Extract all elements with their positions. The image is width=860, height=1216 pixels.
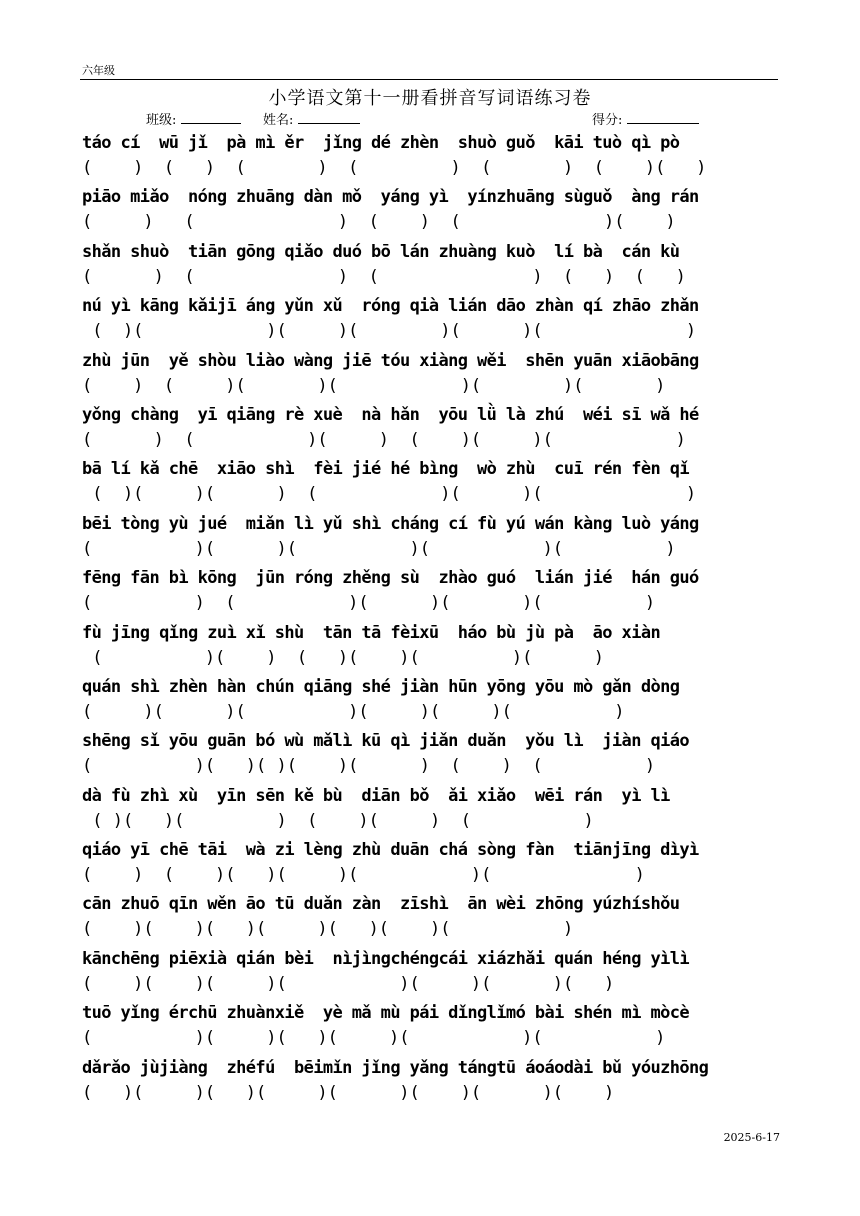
pinyin-line: yǒng chàng yī qiāng rè xuè nà hǎn yōu lǜ là zhú wéi sī wǎ hé	[82, 404, 699, 425]
score-field	[592, 109, 699, 128]
exercise-row	[82, 565, 782, 619]
exercise-list	[82, 130, 782, 1109]
name-field	[263, 109, 360, 128]
exercise-row	[82, 946, 782, 1000]
exercise-row	[82, 837, 782, 891]
answer-blanks: ( )( )( )( )( )( )( )( )	[82, 1082, 615, 1103]
exercise-row	[82, 1055, 782, 1109]
answer-blanks: ( )( )( )( )( )( )( )	[82, 973, 615, 994]
exercise-row	[82, 348, 782, 402]
pinyin-line: dà fù zhì xù yīn sēn kě bù diān bǒ ǎi xiǎo wēi rán yì lì	[82, 785, 670, 806]
answer-blanks: ( )( ) ( )( )( )( )	[82, 647, 604, 668]
grade-label: 六年级	[82, 64, 115, 77]
answer-blanks: ( )( )( )( )( )	[82, 538, 676, 559]
exercise-row	[82, 1000, 782, 1054]
pinyin-line: shēng sǐ yōu guān bó wù mǎlì kū qì jiǎn duǎn yǒu lì jiàn qiáo	[82, 731, 689, 752]
exercise-row	[82, 184, 782, 238]
pinyin-line: táo cí wū jǐ pà mì ěr jǐng dé zhèn shuò guǒ kāi tuò qì pò	[82, 133, 680, 153]
answer-blanks: ( )( )( )( )( )( )( )	[82, 919, 574, 940]
score-label: 得分:	[592, 113, 623, 128]
pinyin-line: kānchēng piēxià qián bèi nìjìngchéngcái xiázhǎi quán héng yìlì	[82, 948, 689, 969]
answer-blanks: ( ) ( )( )( )( )( )	[82, 375, 666, 396]
exercise-row	[82, 783, 782, 837]
answer-blanks: ( ) ( ) ( ) ( ) ( )	[82, 266, 686, 287]
pinyin-line: fù jīng qǐng zuì xǐ shù tān tā fèixū háo bù jù pà āo xiàn	[82, 622, 661, 643]
exercise-row	[82, 511, 782, 565]
pinyin-line: dǎrǎo jùjiàng zhéfú bēimǐn jǐng yǎng tángtū áoáodài bǔ yóuzhōng	[82, 1057, 709, 1078]
header-divider	[80, 79, 778, 80]
exercise-row	[82, 891, 782, 945]
exercise-row	[82, 130, 782, 184]
pinyin-line: qiáo yī chē tāi wà zi lèng zhù duān chá sòng fàn tiānjīng dìyì	[82, 840, 699, 861]
pinyin-line: zhù jūn yě shòu liào wàng jiē tóu xiàng wěi shēn yuān xiāobāng	[82, 350, 699, 371]
footer-date: 2025-6-17	[723, 1131, 780, 1144]
name-label: 姓名:	[263, 113, 294, 128]
answer-blanks: ( )( )( )( )( )( )	[82, 321, 697, 342]
exercise-row	[82, 293, 782, 347]
answer-blanks: ( ) ( )( ) ( )( )( )	[82, 429, 686, 450]
pinyin-line: shǎn shuò tiān gōng qiǎo duó bō lán zhuàng kuò lí bà cán kù	[82, 241, 680, 262]
pinyin-line: bēi tòng yù jué miǎn lì yǔ shì cháng cí fù yú wán kàng luò yáng	[82, 513, 699, 534]
answer-blanks: ( )( )( )( )( )( )	[82, 701, 625, 722]
page-title: 小学语文第十一册看拼音写词语练习卷	[268, 88, 592, 109]
exercise-row	[82, 402, 782, 456]
score-blank	[627, 111, 699, 124]
pinyin-line: cān zhuō qīn wěn āo tū duǎn zàn zīshì ān wèi zhōng yúzhíshǒu	[82, 894, 680, 915]
answer-blanks: ( ) ( )( )( )( )( )	[82, 865, 645, 886]
answer-blanks: ( )( )( ) ( )( ) ( )	[82, 810, 594, 831]
pinyin-line: nú yì kāng kǎijī áng yǔn xǔ róng qià lián dāo zhàn qí zhāo zhǎn	[82, 296, 699, 317]
answer-blanks: ( )( )( )( )( ) ( ) ( )	[82, 756, 656, 777]
class-field	[146, 109, 241, 128]
exercise-row	[82, 620, 782, 674]
exercise-row	[82, 456, 782, 510]
exercise-row	[82, 674, 782, 728]
pinyin-line: fēng fān bì kōng jūn róng zhěng sù zhào guó lián jié hán guó	[82, 568, 699, 589]
exercise-row	[82, 728, 782, 782]
exercise-row	[82, 239, 782, 293]
answer-blanks: ( )( )( ) ( )( )( )	[82, 484, 697, 505]
answer-blanks: ( ) ( ) ( ) ( )( )	[82, 212, 676, 233]
class-blank	[181, 111, 241, 124]
pinyin-line: quán shì zhèn hàn chún qiāng shé jiàn hūn yōng yōu mò gǎn dòng	[82, 676, 680, 697]
answer-blanks: ( )( )( )( )( )( )	[82, 1028, 666, 1049]
answer-blanks: ( ) ( ) ( ) ( ) ( ) ( )( )	[82, 158, 707, 178]
name-blank	[298, 111, 360, 124]
pinyin-line: tuō yǐng érchū zhuànxiě yè mǎ mù pái dǐnglǐmó bài shén mì mòcè	[82, 1003, 689, 1024]
class-label: 班级:	[146, 113, 177, 128]
pinyin-line: bā lí kǎ chē xiāo shì fèi jié hé bìng wò zhù cuī rén fèn qǐ	[82, 459, 689, 480]
answer-blanks: ( ) ( )( )( )( )	[82, 593, 656, 614]
pinyin-line: piāo miǎo nóng zhuāng dàn mǒ yáng yì yínzhuāng sùguǒ àng rán	[82, 187, 699, 208]
